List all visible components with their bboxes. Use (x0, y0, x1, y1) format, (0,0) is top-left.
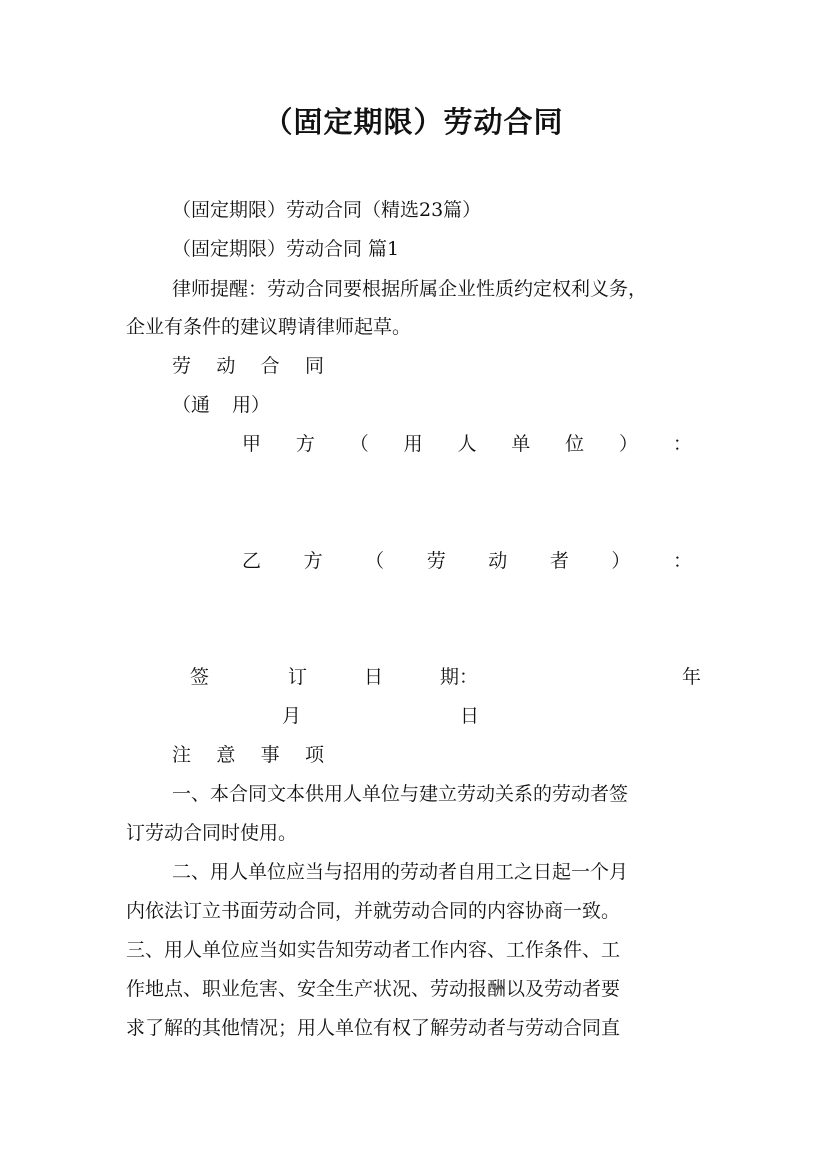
lawyer-tip-line-1: 律师提醒：劳动合同要根据所属企业性质约定权利义务， (172, 278, 648, 300)
subtitle: （固定期限）劳动合同（精选23篇） (172, 199, 482, 221)
document-title: （固定期限）劳动合同 (263, 105, 564, 139)
note-line: 三、用人单位应当如实告知劳动者工作内容、工作条件、工 (126, 939, 621, 961)
notes-heading: 注 意 事 项 (172, 744, 324, 766)
note-line: 内依法订立书面劳动合同，并就劳动合同的内容协商一致。 (126, 900, 621, 922)
lawyer-tip-line-2: 企业有条件的建议聘请律师起草。 (126, 316, 412, 338)
note-line: 求了解的其他情况；用人单位有权了解劳动者与劳动合同直 (126, 1017, 621, 1039)
note-line: 一、本合同文本供用人单位与建立劳动关系的劳动者签 (172, 783, 629, 805)
note-line: 二、用人单位应当与招用的劳动者自用工之日起一个月 (172, 861, 629, 883)
note-line: 作地点、职业危害、安全生产状况、劳动报酬以及劳动者要 (126, 978, 621, 1000)
party-b-label: 乙 方 （ 劳 动 者 ） ： (242, 550, 692, 572)
note-line: 订劳动合同时使用。 (126, 822, 298, 844)
party-a-label: 甲 方 （ 用 人 单 位 ） ： (242, 433, 692, 455)
chapter-heading: （固定期限）劳动合同 篇1 (172, 238, 400, 260)
contract-heading: 劳 动 合 同 (172, 355, 324, 377)
document-page: （固定期限）劳动合同 （固定期限）劳动合同（精选23篇） （固定期限）劳动合同 篇1 律师提醒：劳动合同要根据所属企业性质约定权利义务， 企业有条件的建议聘请律师起草。 劳 动 合 同 （通 用） 甲 方 （ 用 人 单 位 ） ： 乙 方 （ 劳 动 者 ） ： 签 订 日 期： 年 月 日 注 意 事 项 一、本合同文本供用人单位与建立劳动关系的劳动者签 订劳动合同时使用。 二、用人单位应当与招用的劳动者自用工之日起一个月 内依法订立书面劳动合同，并就劳动合同的内容协商一致。 三、用人单位应当如实告知劳动者工作内容、工作条件、工 作地点、职业危害、安全生产状况、劳动报酬以及劳动者要 求了解的其他情况；用人单位有权了解劳动者与劳动合同直 (0, 0, 827, 1170)
general-label: （通 用） (172, 394, 270, 416)
